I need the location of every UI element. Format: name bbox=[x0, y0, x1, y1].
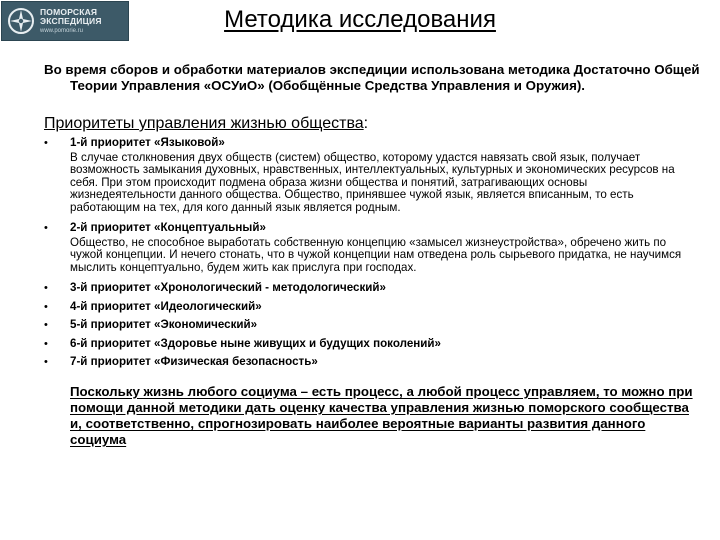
priority-item-3 bbox=[40, 282, 695, 295]
priority-item-4 bbox=[40, 301, 695, 314]
bullet: • bbox=[44, 222, 48, 234]
intro-paragraph: Во время сборов и обработки материалов экспедиции использована методика Достаточно Общей Теории Управления «ОСУиО» (Обобщённые Средства Управления и Оружия). bbox=[44, 62, 700, 93]
priority-item-1 bbox=[40, 137, 695, 214]
expedition-logo bbox=[1, 1, 129, 41]
bullet: • bbox=[44, 319, 48, 331]
logo-line-1: ПОМОРСКАЯ bbox=[40, 6, 98, 17]
bullet: • bbox=[44, 282, 48, 294]
logo-text bbox=[40, 8, 102, 34]
priorities-heading-text: Приоритеты управления жизнью общества bbox=[44, 115, 364, 132]
priority-title: 4-й приоритет «Идеологический» bbox=[70, 299, 262, 313]
bullet: • bbox=[44, 356, 48, 368]
priorities-heading-colon: : bbox=[363, 115, 369, 132]
priorities-heading bbox=[44, 115, 684, 133]
priority-item-7 bbox=[40, 356, 695, 369]
priority-title: 2-й приоритет «Концептуальный» bbox=[70, 221, 266, 234]
priorities-list bbox=[40, 137, 695, 369]
logo-line-2: ЭКСПЕДИЦИЯ bbox=[40, 15, 102, 26]
logo-url: www.pomorie.ru bbox=[40, 27, 84, 34]
conclusion-paragraph: Поскольку жизнь любого социума – есть процесс, а любой процесс управляем, то можно при помощи данной методики дать оценку качества управления жизнью поморского сообщества и, соответственно, спрогнозировать наиболее вероятные варианты развития данного социума bbox=[70, 384, 693, 447]
priority-title: 5-й приоритет «Экономический» bbox=[70, 318, 258, 331]
bullet: • bbox=[44, 137, 48, 149]
bullet: • bbox=[44, 337, 48, 350]
bullet: • bbox=[44, 300, 48, 313]
priority-title: 6-й приоритет «Здоровье ныне живущих и будущих поколений» bbox=[70, 336, 441, 350]
priority-title: 3-й приоритет «Хронологический - методологический» bbox=[70, 281, 386, 294]
priority-title: 7-й приоритет «Физическая безопасность» bbox=[70, 355, 318, 368]
priority-title: 1-й приоритет «Языковой» bbox=[70, 136, 225, 149]
page-title: Методика исследования bbox=[224, 6, 496, 33]
priority-item-5 bbox=[40, 319, 695, 332]
priority-description: Общество, не способное выработать собственную концепцию «замысел жизнеустройства», обречено жить по чужой концепции. И нечего стонать, что в чужой концепции нам отведена роль сырьевого придатка, не научимся мыслить концептуально, будем жить как прислуга при господах. bbox=[70, 235, 682, 274]
priority-item-6 bbox=[40, 338, 695, 351]
compass-cross-icon bbox=[7, 7, 35, 35]
priority-item-2 bbox=[40, 222, 695, 274]
priority-description: В случае столкновения двух обществ (систем) общество, которому удастся навязать свой язык, получает возможность замыкания духовных, нравственных, интеллектуальных, культурных и экономических ресурсов на себя. При этом происходит подмена образа жизни общества и понятий, затрагивающих основы жизнедеятельности данного общества. Общество, принявшее чужой язык, является вписанным, то есть работающим на тех, для кого данный язык является родным. bbox=[70, 150, 675, 214]
